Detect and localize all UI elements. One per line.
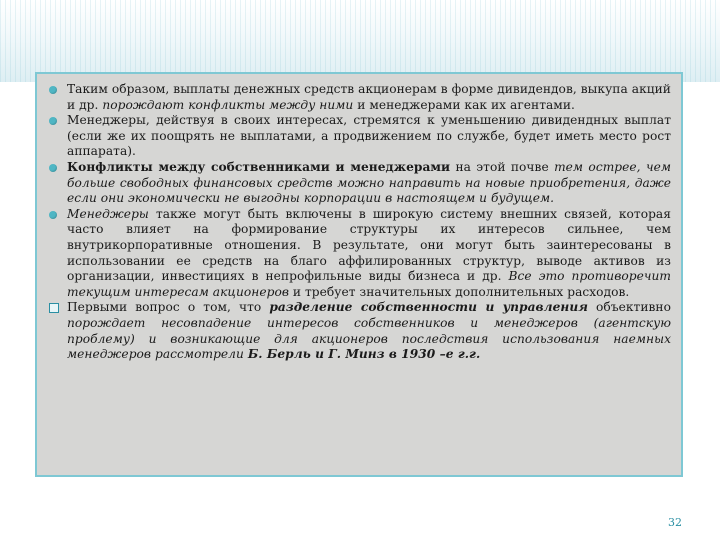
bullet-paragraph-2 xyxy=(49,113,671,160)
bullet-icon xyxy=(49,164,57,172)
text-content-box xyxy=(35,72,683,477)
page-number: 32 xyxy=(668,516,682,529)
bullet-icon xyxy=(49,211,57,219)
header-stripes xyxy=(0,0,720,82)
bullet-paragraph-4 xyxy=(49,207,671,301)
paragraph-text: Первыми вопрос о том, что разделение собственности и управления объективно порождает несовпадение интересов собственников и менеджеров (агентскую проблему) и возникающие для акционеров последствия использования наемных менеджеров рассмотрели Б. Берль и Г. Минз в 1930 –е г.г. xyxy=(67,300,671,362)
bullet-paragraph-5 xyxy=(49,300,671,362)
checkbox-bullet-icon xyxy=(49,303,59,313)
bullet-icon xyxy=(49,86,57,94)
paragraph-text: Конфликты между собственниками и менеджерами на этой почве тем острее, чем больше свободных финансовых средств можно направить на новые приобретения, даже если они экономически не выгодны корпорации в настоящем и будущем. xyxy=(67,159,671,206)
paragraph-text: Менеджеры, действуя в своих интересах, стремятся к уменьшению дивидендных выплат (если же их поощрять не выплатами, а продвижением по службе, будет иметь место рост аппарата). xyxy=(67,113,671,159)
paragraph-text: Таким образом, выплаты денежных средств акционерам в форме дивидендов, выкупа акций и др. порождают конфликты между ними и менеджерами как их агентами. xyxy=(67,82,671,112)
paragraph-text: Менеджеры также могут быть включены в широкую систему внешних связей, которая часто влияет на формирование структуры их интересов сильнее, чем внутрикорпоративные отношения. В результате, они могут быть заинтересованы в использовании ее средств на благо аффилированных структур, выводе активов из организации, инвестициях в непрофильные виды бизнеса и др. Все это противоречит текущим интересам акционеров и требует значительных дополнительных расходов. xyxy=(67,206,671,299)
bullet-paragraph-3 xyxy=(49,160,671,207)
bullet-paragraph-1 xyxy=(49,82,671,113)
bullet-icon xyxy=(49,117,57,125)
